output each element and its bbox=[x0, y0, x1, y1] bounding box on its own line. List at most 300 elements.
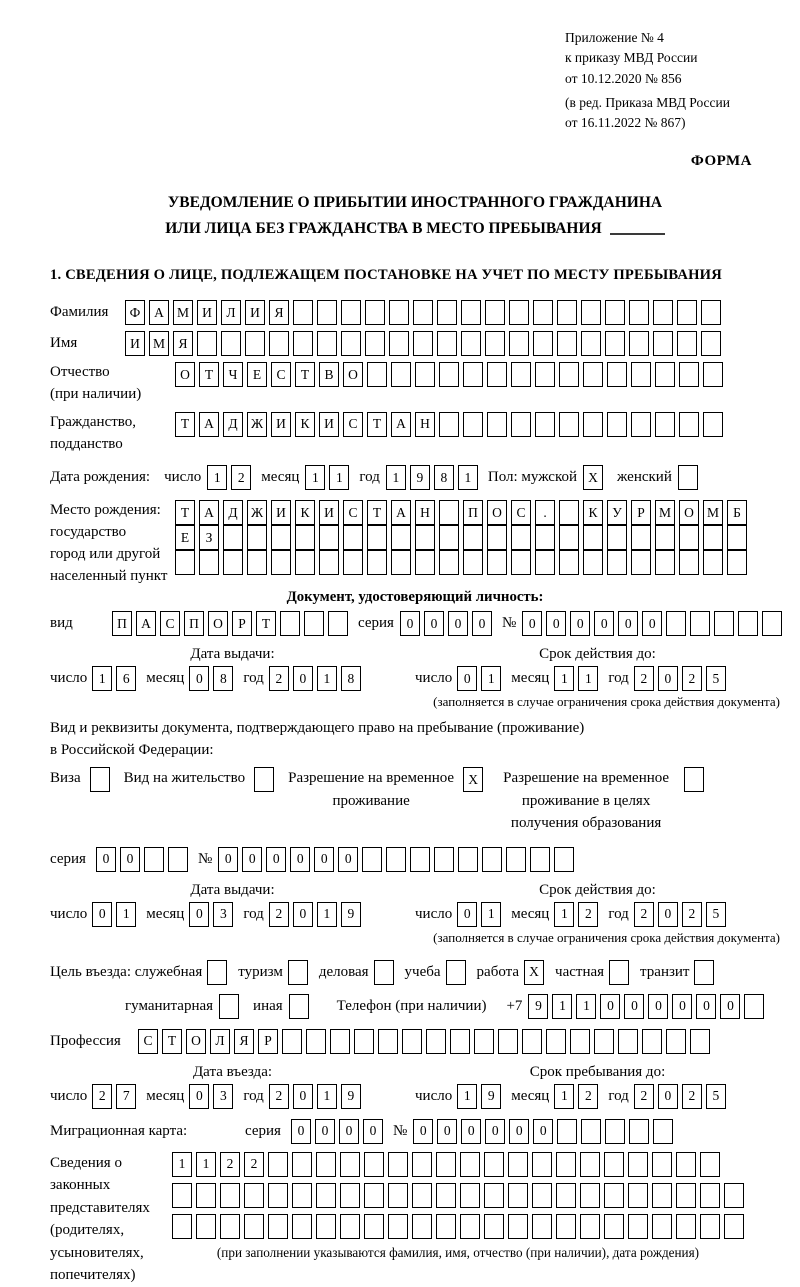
char-cell[interactable]: С bbox=[343, 500, 363, 525]
char-cell[interactable]: 1 bbox=[578, 666, 598, 691]
char-cell[interactable]: 0 bbox=[642, 611, 662, 636]
char-cell[interactable] bbox=[484, 1183, 504, 1208]
char-cell[interactable]: А bbox=[149, 300, 169, 325]
char-cell[interactable] bbox=[412, 1214, 432, 1239]
char-cell[interactable] bbox=[666, 1029, 686, 1054]
char-cell[interactable]: 5 bbox=[706, 1084, 726, 1109]
char-cell[interactable] bbox=[631, 525, 651, 550]
char-cell[interactable]: Е bbox=[247, 362, 267, 387]
char-cell[interactable]: 1 bbox=[481, 902, 501, 927]
char-cell[interactable]: 0 bbox=[594, 611, 614, 636]
char-cell[interactable] bbox=[535, 362, 555, 387]
char-cell[interactable] bbox=[628, 1183, 648, 1208]
char-cell[interactable] bbox=[207, 960, 227, 985]
char-cell[interactable] bbox=[605, 300, 625, 325]
char-cell[interactable] bbox=[463, 362, 483, 387]
char-cell[interactable]: Е bbox=[175, 525, 195, 550]
char-cell[interactable]: 0 bbox=[314, 847, 334, 872]
char-cell[interactable] bbox=[678, 465, 698, 490]
char-cell[interactable] bbox=[389, 331, 409, 356]
char-cell[interactable]: М bbox=[173, 300, 193, 325]
char-cell[interactable] bbox=[607, 362, 627, 387]
char-cell[interactable]: 1 bbox=[317, 902, 337, 927]
char-cell[interactable]: 0 bbox=[96, 847, 116, 872]
char-cell[interactable] bbox=[268, 1183, 288, 1208]
char-cell[interactable]: 8 bbox=[213, 666, 233, 691]
char-cell[interactable]: В bbox=[319, 362, 339, 387]
char-cell[interactable]: К bbox=[295, 412, 315, 437]
char-cell[interactable] bbox=[247, 550, 267, 575]
char-cell[interactable] bbox=[604, 1214, 624, 1239]
char-cell[interactable]: 9 bbox=[528, 994, 548, 1019]
char-cell[interactable]: 6 bbox=[116, 666, 136, 691]
char-cell[interactable]: Р bbox=[232, 611, 252, 636]
char-cell[interactable] bbox=[700, 1214, 720, 1239]
char-cell[interactable] bbox=[676, 1183, 696, 1208]
char-cell[interactable] bbox=[559, 362, 579, 387]
char-cell[interactable]: Ж bbox=[247, 412, 267, 437]
char-cell[interactable]: 2 bbox=[269, 902, 289, 927]
char-cell[interactable] bbox=[343, 525, 363, 550]
char-cell[interactable] bbox=[655, 362, 675, 387]
char-cell[interactable]: Т bbox=[367, 500, 387, 525]
char-cell[interactable]: О bbox=[175, 362, 195, 387]
char-cell[interactable] bbox=[386, 847, 406, 872]
char-cell[interactable] bbox=[223, 525, 243, 550]
char-cell[interactable]: 0 bbox=[293, 902, 313, 927]
char-cell[interactable]: 8 bbox=[341, 666, 361, 691]
char-cell[interactable] bbox=[629, 331, 649, 356]
char-cell[interactable] bbox=[341, 300, 361, 325]
char-cell[interactable]: А bbox=[391, 412, 411, 437]
char-cell[interactable] bbox=[487, 412, 507, 437]
char-cell[interactable] bbox=[506, 847, 526, 872]
char-cell[interactable] bbox=[460, 1152, 480, 1177]
char-cell[interactable] bbox=[364, 1183, 384, 1208]
char-cell[interactable] bbox=[570, 1029, 590, 1054]
char-cell[interactable] bbox=[652, 1183, 672, 1208]
char-cell[interactable] bbox=[175, 550, 195, 575]
char-cell[interactable] bbox=[532, 1183, 552, 1208]
char-cell[interactable] bbox=[653, 300, 673, 325]
char-cell[interactable] bbox=[415, 362, 435, 387]
char-cell[interactable] bbox=[289, 994, 309, 1019]
char-cell[interactable] bbox=[412, 1152, 432, 1177]
char-cell[interactable]: 0 bbox=[218, 847, 238, 872]
char-cell[interactable] bbox=[666, 611, 686, 636]
char-cell[interactable]: 1 bbox=[386, 465, 406, 490]
char-cell[interactable] bbox=[317, 300, 337, 325]
char-cell[interactable] bbox=[484, 1214, 504, 1239]
char-cell[interactable] bbox=[609, 960, 629, 985]
char-cell[interactable] bbox=[628, 1214, 648, 1239]
char-cell[interactable]: А bbox=[199, 412, 219, 437]
char-cell[interactable]: Р bbox=[631, 500, 651, 525]
char-cell[interactable] bbox=[676, 1214, 696, 1239]
char-cell[interactable] bbox=[341, 331, 361, 356]
char-cell[interactable]: А bbox=[199, 500, 219, 525]
char-cell[interactable]: 2 bbox=[634, 666, 654, 691]
char-cell[interactable] bbox=[254, 767, 274, 792]
char-cell[interactable] bbox=[554, 847, 574, 872]
char-cell[interactable] bbox=[703, 362, 723, 387]
char-cell[interactable]: 0 bbox=[648, 994, 668, 1019]
char-cell[interactable]: 1 bbox=[305, 465, 325, 490]
char-cell[interactable] bbox=[450, 1029, 470, 1054]
char-cell[interactable]: 0 bbox=[658, 902, 678, 927]
char-cell[interactable] bbox=[460, 1214, 480, 1239]
char-cell[interactable] bbox=[594, 1029, 614, 1054]
char-cell[interactable]: 7 bbox=[116, 1084, 136, 1109]
char-cell[interactable]: 1 bbox=[116, 902, 136, 927]
char-cell[interactable]: О bbox=[208, 611, 228, 636]
char-cell[interactable] bbox=[316, 1183, 336, 1208]
char-cell[interactable] bbox=[498, 1029, 518, 1054]
char-cell[interactable] bbox=[487, 362, 507, 387]
char-cell[interactable] bbox=[679, 525, 699, 550]
char-cell[interactable] bbox=[439, 550, 459, 575]
char-cell[interactable]: И bbox=[197, 300, 217, 325]
char-cell[interactable]: И bbox=[319, 412, 339, 437]
char-cell[interactable] bbox=[700, 1152, 720, 1177]
char-cell[interactable]: 0 bbox=[624, 994, 644, 1019]
char-cell[interactable]: 2 bbox=[578, 1084, 598, 1109]
char-cell[interactable]: 5 bbox=[706, 666, 726, 691]
char-cell[interactable] bbox=[508, 1214, 528, 1239]
char-cell[interactable]: 1 bbox=[317, 1084, 337, 1109]
char-cell[interactable]: 0 bbox=[437, 1119, 457, 1144]
char-cell[interactable] bbox=[631, 550, 651, 575]
char-cell[interactable]: 0 bbox=[92, 902, 112, 927]
char-cell[interactable]: 1 bbox=[317, 666, 337, 691]
char-cell[interactable]: Т bbox=[175, 500, 195, 525]
char-cell[interactable] bbox=[556, 1152, 576, 1177]
char-cell[interactable] bbox=[317, 331, 337, 356]
char-cell[interactable] bbox=[306, 1029, 326, 1054]
char-cell[interactable]: Т bbox=[256, 611, 276, 636]
char-cell[interactable] bbox=[172, 1214, 192, 1239]
char-cell[interactable] bbox=[522, 1029, 542, 1054]
char-cell[interactable]: 0 bbox=[696, 994, 716, 1019]
char-cell[interactable] bbox=[762, 611, 782, 636]
char-cell[interactable] bbox=[391, 362, 411, 387]
char-cell[interactable] bbox=[530, 847, 550, 872]
char-cell[interactable] bbox=[436, 1183, 456, 1208]
char-cell[interactable]: И bbox=[271, 412, 291, 437]
char-cell[interactable]: Б bbox=[727, 500, 747, 525]
char-cell[interactable] bbox=[245, 331, 265, 356]
char-cell[interactable]: 0 bbox=[658, 666, 678, 691]
char-cell[interactable]: 0 bbox=[570, 611, 590, 636]
char-cell[interactable] bbox=[268, 1214, 288, 1239]
char-cell[interactable] bbox=[535, 525, 555, 550]
char-cell[interactable] bbox=[319, 550, 339, 575]
char-cell[interactable] bbox=[559, 500, 579, 525]
char-cell[interactable]: X bbox=[463, 767, 483, 792]
char-cell[interactable] bbox=[292, 1214, 312, 1239]
char-cell[interactable] bbox=[391, 550, 411, 575]
char-cell[interactable]: 0 bbox=[293, 1084, 313, 1109]
char-cell[interactable] bbox=[461, 300, 481, 325]
char-cell[interactable] bbox=[629, 1119, 649, 1144]
char-cell[interactable] bbox=[700, 1183, 720, 1208]
char-cell[interactable] bbox=[436, 1214, 456, 1239]
char-cell[interactable] bbox=[367, 550, 387, 575]
char-cell[interactable]: С bbox=[160, 611, 180, 636]
char-cell[interactable] bbox=[485, 300, 505, 325]
char-cell[interactable] bbox=[724, 1214, 744, 1239]
char-cell[interactable]: 1 bbox=[458, 465, 478, 490]
char-cell[interactable] bbox=[463, 525, 483, 550]
char-cell[interactable]: 2 bbox=[682, 666, 702, 691]
char-cell[interactable] bbox=[509, 331, 529, 356]
char-cell[interactable] bbox=[463, 550, 483, 575]
char-cell[interactable]: З bbox=[199, 525, 219, 550]
char-cell[interactable] bbox=[295, 550, 315, 575]
char-cell[interactable] bbox=[292, 1183, 312, 1208]
char-cell[interactable] bbox=[533, 300, 553, 325]
char-cell[interactable] bbox=[437, 300, 457, 325]
char-cell[interactable]: П bbox=[112, 611, 132, 636]
char-cell[interactable]: О bbox=[343, 362, 363, 387]
char-cell[interactable]: 0 bbox=[120, 847, 140, 872]
char-cell[interactable] bbox=[511, 412, 531, 437]
char-cell[interactable] bbox=[434, 847, 454, 872]
char-cell[interactable] bbox=[487, 525, 507, 550]
char-cell[interactable]: 5 bbox=[706, 902, 726, 927]
char-cell[interactable] bbox=[293, 331, 313, 356]
char-cell[interactable] bbox=[604, 1152, 624, 1177]
char-cell[interactable] bbox=[690, 1029, 710, 1054]
char-cell[interactable] bbox=[701, 300, 721, 325]
char-cell[interactable] bbox=[559, 550, 579, 575]
char-cell[interactable] bbox=[388, 1152, 408, 1177]
char-cell[interactable] bbox=[436, 1152, 456, 1177]
char-cell[interactable]: К bbox=[295, 500, 315, 525]
char-cell[interactable] bbox=[581, 300, 601, 325]
char-cell[interactable] bbox=[280, 611, 300, 636]
char-cell[interactable]: 0 bbox=[242, 847, 262, 872]
char-cell[interactable]: И bbox=[125, 331, 145, 356]
char-cell[interactable] bbox=[367, 525, 387, 550]
char-cell[interactable] bbox=[365, 331, 385, 356]
char-cell[interactable]: 0 bbox=[413, 1119, 433, 1144]
char-cell[interactable] bbox=[703, 550, 723, 575]
char-cell[interactable] bbox=[583, 362, 603, 387]
char-cell[interactable]: И bbox=[245, 300, 265, 325]
char-cell[interactable] bbox=[415, 525, 435, 550]
char-cell[interactable]: А bbox=[136, 611, 156, 636]
char-cell[interactable] bbox=[268, 1152, 288, 1177]
char-cell[interactable] bbox=[439, 412, 459, 437]
char-cell[interactable]: 2 bbox=[220, 1152, 240, 1177]
char-cell[interactable]: 0 bbox=[533, 1119, 553, 1144]
char-cell[interactable] bbox=[172, 1183, 192, 1208]
char-cell[interactable] bbox=[474, 1029, 494, 1054]
char-cell[interactable] bbox=[727, 525, 747, 550]
char-cell[interactable]: О bbox=[186, 1029, 206, 1054]
char-cell[interactable] bbox=[282, 1029, 302, 1054]
char-cell[interactable] bbox=[724, 1183, 744, 1208]
char-cell[interactable] bbox=[196, 1214, 216, 1239]
char-cell[interactable] bbox=[559, 525, 579, 550]
char-cell[interactable] bbox=[168, 847, 188, 872]
char-cell[interactable]: 1 bbox=[329, 465, 349, 490]
char-cell[interactable] bbox=[354, 1029, 374, 1054]
char-cell[interactable] bbox=[458, 847, 478, 872]
char-cell[interactable] bbox=[316, 1152, 336, 1177]
char-cell[interactable] bbox=[532, 1214, 552, 1239]
char-cell[interactable] bbox=[199, 550, 219, 575]
char-cell[interactable] bbox=[714, 611, 734, 636]
char-cell[interactable] bbox=[340, 1214, 360, 1239]
char-cell[interactable] bbox=[374, 960, 394, 985]
char-cell[interactable] bbox=[271, 550, 291, 575]
char-cell[interactable]: Р bbox=[258, 1029, 278, 1054]
char-cell[interactable] bbox=[604, 1183, 624, 1208]
char-cell[interactable] bbox=[437, 331, 457, 356]
char-cell[interactable]: М bbox=[149, 331, 169, 356]
char-cell[interactable]: Я bbox=[173, 331, 193, 356]
char-cell[interactable]: 0 bbox=[189, 1084, 209, 1109]
char-cell[interactable]: И bbox=[271, 500, 291, 525]
char-cell[interactable]: 0 bbox=[472, 611, 492, 636]
char-cell[interactable] bbox=[487, 550, 507, 575]
char-cell[interactable]: А bbox=[391, 500, 411, 525]
char-cell[interactable]: Т bbox=[175, 412, 195, 437]
char-cell[interactable]: 9 bbox=[481, 1084, 501, 1109]
char-cell[interactable] bbox=[655, 412, 675, 437]
char-cell[interactable] bbox=[330, 1029, 350, 1054]
char-cell[interactable] bbox=[410, 847, 430, 872]
char-cell[interactable]: Н bbox=[415, 500, 435, 525]
char-cell[interactable]: Ч bbox=[223, 362, 243, 387]
char-cell[interactable] bbox=[391, 525, 411, 550]
char-cell[interactable] bbox=[556, 1183, 576, 1208]
char-cell[interactable] bbox=[532, 1152, 552, 1177]
char-cell[interactable]: . bbox=[535, 500, 555, 525]
char-cell[interactable] bbox=[388, 1214, 408, 1239]
char-cell[interactable] bbox=[293, 300, 313, 325]
char-cell[interactable]: П bbox=[184, 611, 204, 636]
char-cell[interactable] bbox=[676, 1152, 696, 1177]
char-cell[interactable]: X bbox=[583, 465, 603, 490]
char-cell[interactable] bbox=[583, 525, 603, 550]
char-cell[interactable] bbox=[744, 994, 764, 1019]
char-cell[interactable] bbox=[607, 525, 627, 550]
char-cell[interactable] bbox=[343, 550, 363, 575]
char-cell[interactable]: 0 bbox=[363, 1119, 383, 1144]
char-cell[interactable] bbox=[557, 1119, 577, 1144]
char-cell[interactable] bbox=[439, 362, 459, 387]
char-cell[interactable] bbox=[605, 331, 625, 356]
char-cell[interactable]: О bbox=[679, 500, 699, 525]
char-cell[interactable] bbox=[402, 1029, 422, 1054]
char-cell[interactable] bbox=[196, 1183, 216, 1208]
char-cell[interactable] bbox=[655, 550, 675, 575]
char-cell[interactable]: 2 bbox=[634, 1084, 654, 1109]
char-cell[interactable] bbox=[509, 300, 529, 325]
char-cell[interactable]: 1 bbox=[92, 666, 112, 691]
char-cell[interactable]: 1 bbox=[457, 1084, 477, 1109]
char-cell[interactable] bbox=[220, 1183, 240, 1208]
char-cell[interactable] bbox=[413, 331, 433, 356]
char-cell[interactable] bbox=[220, 1214, 240, 1239]
char-cell[interactable] bbox=[446, 960, 466, 985]
char-cell[interactable] bbox=[653, 1119, 673, 1144]
char-cell[interactable] bbox=[535, 412, 555, 437]
char-cell[interactable]: 1 bbox=[554, 902, 574, 927]
char-cell[interactable] bbox=[460, 1183, 480, 1208]
char-cell[interactable]: 9 bbox=[410, 465, 430, 490]
char-cell[interactable]: 1 bbox=[172, 1152, 192, 1177]
char-cell[interactable]: 0 bbox=[618, 611, 638, 636]
char-cell[interactable] bbox=[319, 525, 339, 550]
char-cell[interactable]: 2 bbox=[231, 465, 251, 490]
char-cell[interactable]: 9 bbox=[341, 902, 361, 927]
char-cell[interactable]: 1 bbox=[207, 465, 227, 490]
char-cell[interactable]: X bbox=[524, 960, 544, 985]
char-cell[interactable] bbox=[508, 1152, 528, 1177]
char-cell[interactable] bbox=[511, 550, 531, 575]
char-cell[interactable] bbox=[388, 1183, 408, 1208]
char-cell[interactable]: 0 bbox=[509, 1119, 529, 1144]
char-cell[interactable]: 0 bbox=[293, 666, 313, 691]
char-cell[interactable] bbox=[580, 1152, 600, 1177]
char-cell[interactable] bbox=[535, 550, 555, 575]
char-cell[interactable]: П bbox=[463, 500, 483, 525]
char-cell[interactable] bbox=[631, 362, 651, 387]
char-cell[interactable] bbox=[607, 412, 627, 437]
char-cell[interactable] bbox=[316, 1214, 336, 1239]
char-cell[interactable] bbox=[631, 412, 651, 437]
char-cell[interactable] bbox=[557, 331, 577, 356]
char-cell[interactable] bbox=[364, 1214, 384, 1239]
char-cell[interactable]: 9 bbox=[341, 1084, 361, 1109]
char-cell[interactable]: 0 bbox=[338, 847, 358, 872]
char-cell[interactable]: 0 bbox=[457, 666, 477, 691]
char-cell[interactable] bbox=[244, 1214, 264, 1239]
char-cell[interactable] bbox=[412, 1183, 432, 1208]
char-cell[interactable] bbox=[413, 300, 433, 325]
char-cell[interactable]: Т bbox=[367, 412, 387, 437]
char-cell[interactable] bbox=[288, 960, 308, 985]
char-cell[interactable] bbox=[328, 611, 348, 636]
char-cell[interactable]: Я bbox=[269, 300, 289, 325]
char-cell[interactable]: 0 bbox=[400, 611, 420, 636]
char-cell[interactable] bbox=[652, 1152, 672, 1177]
char-cell[interactable] bbox=[271, 525, 291, 550]
char-cell[interactable] bbox=[580, 1214, 600, 1239]
char-cell[interactable] bbox=[679, 412, 699, 437]
char-cell[interactable] bbox=[703, 525, 723, 550]
char-cell[interactable]: 0 bbox=[189, 666, 209, 691]
char-cell[interactable]: Я bbox=[234, 1029, 254, 1054]
char-cell[interactable] bbox=[703, 412, 723, 437]
char-cell[interactable] bbox=[223, 550, 243, 575]
char-cell[interactable]: 1 bbox=[576, 994, 596, 1019]
char-cell[interactable] bbox=[219, 994, 239, 1019]
char-cell[interactable]: 0 bbox=[658, 1084, 678, 1109]
char-cell[interactable]: 0 bbox=[339, 1119, 359, 1144]
char-cell[interactable]: Д bbox=[223, 412, 243, 437]
char-cell[interactable] bbox=[629, 300, 649, 325]
char-cell[interactable] bbox=[679, 550, 699, 575]
char-cell[interactable] bbox=[426, 1029, 446, 1054]
char-cell[interactable]: 1 bbox=[552, 994, 572, 1019]
char-cell[interactable] bbox=[677, 300, 697, 325]
char-cell[interactable]: 0 bbox=[720, 994, 740, 1019]
